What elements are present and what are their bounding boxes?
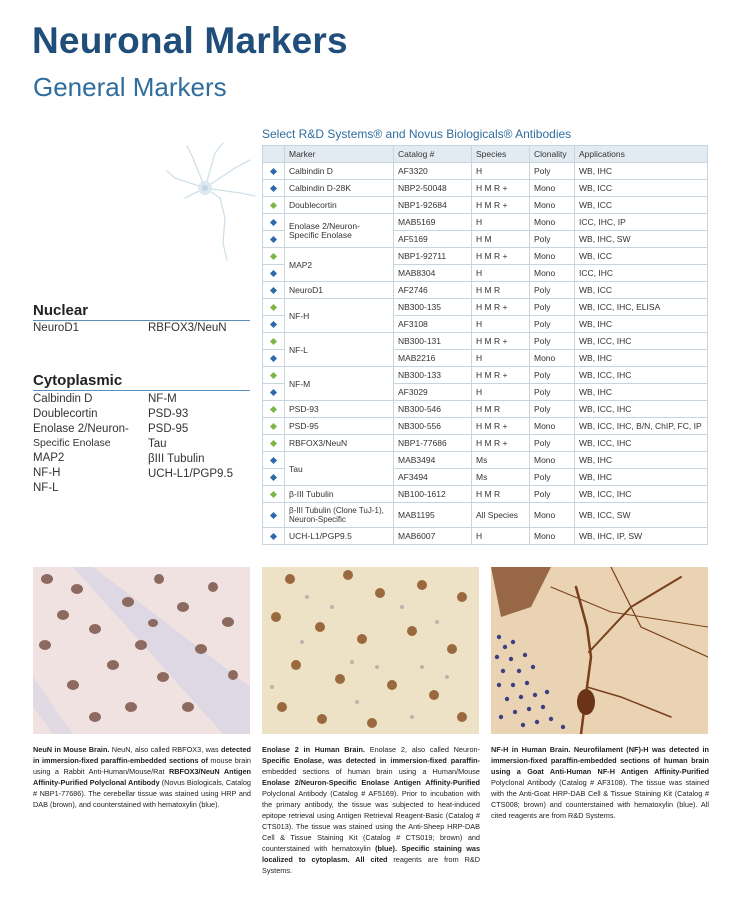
row-marker-dot <box>263 282 285 299</box>
row-marker-dot <box>263 503 285 528</box>
cytoplasmic-marker: Calbindin D <box>33 393 93 405</box>
cell-catalog: MAB8304 <box>394 265 472 282</box>
micrograph-neun-image <box>33 567 250 734</box>
cytoplasmic-marker: MAP2 <box>33 452 65 464</box>
cell-applications: WB, ICC, IHC, ELISA <box>575 299 708 316</box>
table-row <box>263 163 708 180</box>
cell-catalog: AF3494 <box>394 469 472 486</box>
caption-bold-text: RBFOX3/NeuN Antigen Affinity-Purified Polyclonal Antibody <box>33 767 251 787</box>
cell-species: H M R + <box>472 197 530 214</box>
cell-clonality: Mono <box>530 248 575 265</box>
cell-applications: WB, ICC <box>575 197 708 214</box>
cell-clonality: Poly <box>530 231 575 248</box>
row-marker-dot <box>263 214 285 231</box>
micrograph-neun-mouse-brain <box>33 567 250 734</box>
diamond-icon <box>270 168 277 175</box>
cytoplasmic-marker: NF-M <box>148 393 177 405</box>
cell-catalog: MAB5169 <box>394 214 472 231</box>
micrograph-nfh-human-brain <box>491 567 708 734</box>
table-caption: Select R&D Systems® and Novus Biologicals® Antibodies <box>262 127 572 141</box>
cell-catalog: NB100-1612 <box>394 486 472 503</box>
caption-neun-heading: NeuN in Mouse Brain. <box>33 745 110 754</box>
cell-applications: WB, ICC <box>575 248 708 265</box>
table-row <box>263 435 708 452</box>
caption-enolase2 <box>262 744 480 876</box>
diamond-icon <box>270 406 277 413</box>
cell-clonality: Poly <box>530 401 575 418</box>
caption-text: Polyclonal Antibody (Catalog # AF5169). Prior to incubation with the primary antibody, the tissue was subjected to heat-induced epitope retrieval using Antigen Retrieval Reagent-Basic (Catalog # CTS013). The tissue was stained using the Anti-Sheep HRP-DAB Cell & Tissue Staining Kit (Catalog # CTS019; brown) and counterstained with hematoxylin <box>262 789 480 853</box>
cell-applications: ICC, IHC <box>575 265 708 282</box>
cell-clonality: Mono <box>530 180 575 197</box>
table-row <box>263 333 708 350</box>
cell-applications: WB, IHC <box>575 452 708 469</box>
row-marker-dot <box>263 367 285 384</box>
cell-applications: WB, IHC, SW <box>575 231 708 248</box>
cell-species: H M R + <box>472 248 530 265</box>
cell-clonality: Mono <box>530 265 575 282</box>
nuclear-divider <box>33 320 250 321</box>
row-marker-dot <box>263 384 285 401</box>
cytoplasmic-marker: βIII Tubulin <box>148 453 205 465</box>
cell-clonality: Poly <box>530 316 575 333</box>
cell-species: H <box>472 265 530 282</box>
cell-marker: MAP2 <box>285 248 394 282</box>
row-marker-dot <box>263 528 285 545</box>
cell-marker: PSD-95 <box>285 418 394 435</box>
row-marker-dot <box>263 180 285 197</box>
cell-catalog: NB300-133 <box>394 367 472 384</box>
row-marker-dot <box>263 435 285 452</box>
caption-text: Enolase 2, also called Neuron- <box>364 745 481 754</box>
cell-clonality: Mono <box>530 452 575 469</box>
cell-catalog: NB300-546 <box>394 401 472 418</box>
row-marker-dot <box>263 248 285 265</box>
diamond-icon <box>270 270 277 277</box>
cell-species: H M R + <box>472 418 530 435</box>
col-header-applications: Applications <box>575 146 708 163</box>
cell-species: H <box>472 214 530 231</box>
cell-clonality: Mono <box>530 528 575 545</box>
cell-species: H M R + <box>472 299 530 316</box>
micrograph-enolase2-image <box>262 567 479 734</box>
cell-marker: NF-H <box>285 299 394 333</box>
diamond-icon <box>270 389 277 396</box>
cell-clonality: Mono <box>530 197 575 214</box>
diamond-icon <box>270 440 277 447</box>
cell-applications: WB, ICC, IHC, B/N, ChIP, FC, IP <box>575 418 708 435</box>
diamond-icon <box>270 185 277 192</box>
cell-catalog: NB300-131 <box>394 333 472 350</box>
cell-applications: WB, ICC, IHC <box>575 401 708 418</box>
cell-species: H <box>472 528 530 545</box>
cytoplasmic-marker: PSD-95 <box>148 423 189 435</box>
diamond-icon <box>270 338 277 345</box>
marker-line-2: Neuron-Specific <box>289 515 346 524</box>
table-row <box>263 528 708 545</box>
cell-marker <box>285 214 394 248</box>
micrograph-enolase2-human-brain <box>262 567 479 734</box>
cell-catalog: AF5169 <box>394 231 472 248</box>
table-row <box>263 486 708 503</box>
row-marker-dot <box>263 401 285 418</box>
diamond-icon <box>270 236 277 243</box>
cell-clonality: Poly <box>530 333 575 350</box>
diamond-icon <box>270 372 277 379</box>
cell-applications: WB, ICC <box>575 282 708 299</box>
cell-applications: ICC, IHC, IP <box>575 214 708 231</box>
table-row <box>263 197 708 214</box>
table-row <box>263 180 708 197</box>
cell-marker: Calbindin D-28K <box>285 180 394 197</box>
cell-clonality: Poly <box>530 384 575 401</box>
table-row <box>263 367 708 384</box>
cell-clonality: Poly <box>530 163 575 180</box>
cell-marker: NF-M <box>285 367 394 401</box>
col-header-clonality: Clonality <box>530 146 575 163</box>
cell-applications: WB, IHC <box>575 350 708 367</box>
cytoplasmic-marker: PSD-93 <box>148 408 189 420</box>
cell-applications: WB, IHC <box>575 316 708 333</box>
caption-bold-text: detected in immersion-fixed paraffin-embedded sections of <box>33 745 251 765</box>
cell-catalog: MAB2216 <box>394 350 472 367</box>
diamond-icon <box>270 202 277 209</box>
cell-species: H M R + <box>472 180 530 197</box>
cell-catalog: NBP1-92711 <box>394 248 472 265</box>
caption-text: (Novus Biologicals, Catalog # NBP1-77686). The cerebellar tissue was stained using HRP and DAB (brown), and counterstained with hematoxylin (blue). <box>33 778 251 809</box>
diamond-icon <box>270 512 277 519</box>
cell-applications: WB, ICC, IHC <box>575 333 708 350</box>
cell-applications: WB, ICC, IHC <box>575 435 708 452</box>
antibody-table <box>262 145 708 545</box>
cell-clonality: Poly <box>530 299 575 316</box>
micrograph-nfh-image <box>491 567 708 734</box>
cell-catalog: MAB3494 <box>394 452 472 469</box>
cytoplasmic-marker: UCH-L1/PGP9.5 <box>148 468 234 480</box>
cell-species: H <box>472 316 530 333</box>
cell-marker: PSD-93 <box>285 401 394 418</box>
cell-clonality: Poly <box>530 486 575 503</box>
table-row <box>263 503 708 528</box>
diamond-icon <box>270 474 277 481</box>
table-row <box>263 299 708 316</box>
row-marker-dot <box>263 316 285 333</box>
row-marker-dot <box>263 486 285 503</box>
cell-clonality: Mono <box>530 214 575 231</box>
cell-catalog: AF3029 <box>394 384 472 401</box>
cell-clonality: Mono <box>530 503 575 528</box>
cell-species: H M R + <box>472 367 530 384</box>
cell-species: Ms <box>472 452 530 469</box>
cell-species: H M R <box>472 486 530 503</box>
caption-text: NeuN, also called RBFOX3, was <box>109 745 221 754</box>
row-marker-dot <box>263 163 285 180</box>
row-marker-dot <box>263 265 285 282</box>
cytoplasmic-marker: Enolase 2/Neuron- <box>33 423 129 435</box>
row-marker-dot <box>263 469 285 486</box>
diamond-icon <box>270 355 277 362</box>
diamond-icon <box>270 287 277 294</box>
cell-clonality: Poly <box>530 367 575 384</box>
cell-catalog: NBP2-50048 <box>394 180 472 197</box>
cell-catalog: NBP1-92684 <box>394 197 472 214</box>
diamond-icon <box>270 423 277 430</box>
cell-catalog: MAB1195 <box>394 503 472 528</box>
cell-clonality: Poly <box>530 469 575 486</box>
cell-marker: UCH-L1/PGP9.5 <box>285 528 394 545</box>
marker-line-1: Enolase 2/Neuron- <box>289 220 360 231</box>
cell-applications: WB, ICC <box>575 180 708 197</box>
cell-species: H <box>472 384 530 401</box>
diamond-icon <box>270 219 277 226</box>
cell-clonality: Mono <box>530 350 575 367</box>
diamond-icon <box>270 321 277 328</box>
cytoplasmic-marker: NF-H <box>33 467 61 479</box>
table-row <box>263 401 708 418</box>
cell-marker: β-III Tubulin <box>285 486 394 503</box>
cell-marker: RBFOX3/NeuN <box>285 435 394 452</box>
cell-applications: WB, IHC <box>575 384 708 401</box>
table-row <box>263 248 708 265</box>
cytoplasmic-marker: Tau <box>148 438 167 450</box>
row-marker-dot <box>263 333 285 350</box>
cell-applications: WB, IHC <box>575 469 708 486</box>
cell-marker: Tau <box>285 452 394 486</box>
row-marker-dot <box>263 299 285 316</box>
caption-text: reagents are from R&D Systems. <box>262 855 480 875</box>
cell-applications: WB, ICC, SW <box>575 503 708 528</box>
caption-text: Polyclonal Antibody (Catalog # AF3108). The tissue was stained with the Anti-Goat HRP-DAB Cell & Tissue Staining Kit (Catalog # CTS008; brown) and counterstained with hematoxylin (blue). All cited reagents are from R&D Systems. <box>491 778 709 820</box>
cell-applications: WB, ICC, IHC <box>575 486 708 503</box>
table-row <box>263 452 708 469</box>
caption-bold-text: (blue). Specific staining was localized to cytoplasm. All cited <box>262 844 480 864</box>
caption-text: embedded sections of human brain using a Human/Mouse <box>262 767 480 776</box>
diamond-icon <box>270 491 277 498</box>
cell-clonality: Mono <box>530 418 575 435</box>
cell-marker: Doublecortin <box>285 197 394 214</box>
nuclear-marker: NeuroD1 <box>33 322 80 334</box>
page-subtitle: General Markers <box>33 72 227 102</box>
cytoplasmic-marker: Doublecortin <box>33 408 98 420</box>
table-row <box>263 282 708 299</box>
cell-species: H M <box>472 231 530 248</box>
cell-applications: WB, IHC, IP, SW <box>575 528 708 545</box>
cell-species: H M R <box>472 401 530 418</box>
marker-line-1: β-III Tubulin (Clone TuJ-1), <box>289 506 384 515</box>
diamond-icon <box>270 304 277 311</box>
diamond-icon <box>270 253 277 260</box>
cell-catalog: NBP1-77686 <box>394 435 472 452</box>
col-header-marker: Marker <box>285 146 394 163</box>
table-header-row <box>263 146 708 163</box>
col-header-species: Species <box>472 146 530 163</box>
cell-catalog: NB300-135 <box>394 299 472 316</box>
cell-catalog: NB300-556 <box>394 418 472 435</box>
cell-marker: NeuroD1 <box>285 282 394 299</box>
caption-nfh <box>491 744 709 821</box>
cell-marker: Calbindin D <box>285 163 394 180</box>
nuclear-heading: Nuclear <box>33 302 89 319</box>
table-row <box>263 214 708 231</box>
cell-catalog: AF2746 <box>394 282 472 299</box>
row-marker-dot <box>263 452 285 469</box>
caption-nfh-heading: NF-H in Human Brain. Neurofilament (NF)-H was detected in immersion-fixed paraffin-embedded sections of human brain using a Goat Anti-Human NF-H Antigen Affinity-Purified <box>491 745 709 776</box>
cell-species: H <box>472 163 530 180</box>
marker-line-2: Specific Enolase <box>289 229 352 240</box>
cell-marker: NF-L <box>285 333 394 367</box>
diamond-icon <box>270 533 277 540</box>
page-title: Neuronal Markers <box>32 20 348 61</box>
cell-species: H M R + <box>472 333 530 350</box>
table-row <box>263 418 708 435</box>
caption-bold-text: Enolase 2/Neuron-Specific Enolase Antigen Affinity-Purified <box>262 778 480 787</box>
cell-catalog: MAB6007 <box>394 528 472 545</box>
cell-clonality: Poly <box>530 435 575 452</box>
col-header-catalog: Catalog # <box>394 146 472 163</box>
caption-bold-text: Specific Enolase, was detected in immersion-fixed paraffin- <box>262 756 480 765</box>
row-marker-dot <box>263 418 285 435</box>
cell-species: All Species <box>472 503 530 528</box>
cytoplasmic-heading: Cytoplasmic <box>33 372 123 389</box>
neuron-illustration <box>165 138 260 263</box>
cell-species: H <box>472 350 530 367</box>
cytoplasmic-marker: Specific Enolase <box>33 437 111 449</box>
cell-clonality: Poly <box>530 282 575 299</box>
cell-catalog: AF3108 <box>394 316 472 333</box>
cell-species: H M R <box>472 282 530 299</box>
cell-species: H M R + <box>472 435 530 452</box>
cytoplasmic-marker: NF-L <box>33 482 59 494</box>
cell-applications: WB, ICC, IHC <box>575 367 708 384</box>
cell-marker <box>285 503 394 528</box>
cytoplasmic-divider <box>33 390 250 391</box>
caption-text: mouse brain using a Rabbit Anti-Human/Mouse/Rat <box>33 756 251 776</box>
cell-species: Ms <box>472 469 530 486</box>
header-spacer <box>263 146 285 163</box>
cell-catalog: AF3320 <box>394 163 472 180</box>
caption-enolase2-heading: Enolase 2 in Human Brain. <box>262 745 365 754</box>
diamond-icon <box>270 457 277 464</box>
row-marker-dot <box>263 197 285 214</box>
row-marker-dot <box>263 350 285 367</box>
caption-neun <box>33 744 251 810</box>
row-marker-dot <box>263 231 285 248</box>
cell-applications: WB, IHC <box>575 163 708 180</box>
nuclear-marker: RBFOX3/NeuN <box>148 322 227 334</box>
